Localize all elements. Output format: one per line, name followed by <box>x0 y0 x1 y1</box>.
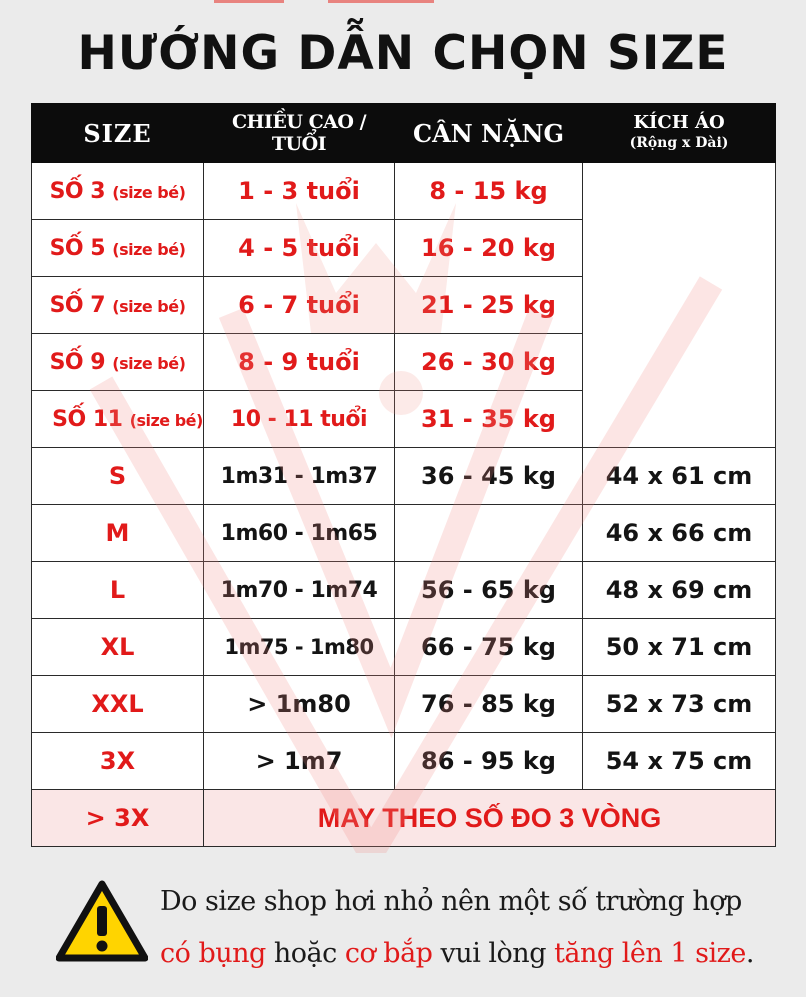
shirt-cell: 52 x 73 cm <box>583 676 776 733</box>
size-cell: XXL <box>32 676 204 733</box>
weight-cell: 21 - 25 kg <box>395 277 583 334</box>
warning-icon <box>56 880 148 962</box>
notice-text-or: hoặc <box>265 938 345 969</box>
age-cell: 4 - 5 tuổi <box>204 220 395 277</box>
weight-cell: 66 - 75 kg <box>395 619 583 676</box>
size-cell: 3X <box>32 733 204 790</box>
height-cell: 1m31 - 1m37 <box>204 448 395 505</box>
notice-box <box>56 876 776 981</box>
header-size: SIZE <box>32 104 204 163</box>
weight-cell: 36 - 45 kg <box>395 448 583 505</box>
top-mark-left <box>214 0 284 3</box>
notice-text-please: vui lòng <box>432 938 555 969</box>
weight-cell: 16 - 20 kg <box>395 220 583 277</box>
weight-cell: 26 - 30 kg <box>395 334 583 391</box>
age-cell: 10 - 11 tuổi <box>204 391 395 448</box>
size-cell <box>32 277 204 334</box>
size-cell <box>32 220 204 277</box>
size-label: SỐ 7 <box>49 292 106 318</box>
size-label: SỐ 11 <box>52 406 123 432</box>
size-note: (size bé) <box>129 410 203 430</box>
notice-line-2 <box>160 928 780 980</box>
shirt-cell: 46 x 66 cm <box>583 505 776 562</box>
custom-measure-cell: MAY THEO SỐ ĐO 3 VÒNG <box>204 790 776 847</box>
header-shirt <box>583 104 776 163</box>
notice-highlight-muscle: cơ bắp <box>344 938 433 969</box>
size-label: SỐ 9 <box>49 349 106 375</box>
page-title: HƯỚNG DẪN CHỌN SIZE <box>77 26 729 81</box>
weight-cell: 86 - 95 kg <box>395 733 583 790</box>
header-weight: CÂN NẶNG <box>395 104 583 163</box>
age-cell: 6 - 7 tuổi <box>204 277 395 334</box>
size-cell <box>32 163 204 220</box>
size-note: (size bé) <box>112 182 186 202</box>
shirt-cell-empty <box>583 163 776 448</box>
size-cell: > 3X <box>32 790 204 847</box>
weight-cell: 56 - 65 kg <box>395 562 583 619</box>
table-row <box>32 562 776 619</box>
table-row <box>32 448 776 505</box>
weight-cell: 8 - 15 kg <box>395 163 583 220</box>
weight-cell <box>395 505 583 562</box>
notice-line-1: Do size shop hơi nhỏ nên một số trường hợp <box>160 886 742 917</box>
size-cell: L <box>32 562 204 619</box>
size-label: SỐ 5 <box>49 235 106 261</box>
table-row <box>32 733 776 790</box>
shirt-cell: 54 x 75 cm <box>583 733 776 790</box>
table-row-custom <box>32 790 776 847</box>
header-height-age: CHIỀU CAO / TUỔI <box>204 104 395 163</box>
size-cell: M <box>32 505 204 562</box>
size-cell <box>32 391 204 448</box>
height-cell: 1m60 - 1m65 <box>204 505 395 562</box>
size-note: (size bé) <box>112 296 186 316</box>
size-cell: S <box>32 448 204 505</box>
size-cell <box>32 334 204 391</box>
size-note: (size bé) <box>112 353 186 373</box>
notice-highlight-belly: có bụng <box>160 938 266 969</box>
table-row <box>32 619 776 676</box>
age-cell: 8 - 9 tuổi <box>204 334 395 391</box>
table-row <box>32 505 776 562</box>
table-header-row <box>32 104 776 163</box>
shirt-cell: 44 x 61 cm <box>583 448 776 505</box>
height-cell: > 1m80 <box>204 676 395 733</box>
size-cell: XL <box>32 619 204 676</box>
notice-text-period: . <box>745 938 754 969</box>
table-row <box>32 676 776 733</box>
size-chart <box>31 103 775 857</box>
shirt-cell: 50 x 71 cm <box>583 619 776 676</box>
table-row <box>32 163 776 220</box>
header-shirt-sub: (Rộng x Dài) <box>629 135 729 151</box>
shirt-cell: 48 x 69 cm <box>583 562 776 619</box>
height-cell: 1m75 - 1m80 <box>204 619 395 676</box>
header-shirt-label: KÍCH ÁO <box>633 112 725 133</box>
height-cell: > 1m7 <box>204 733 395 790</box>
age-cell: 1 - 3 tuổi <box>204 163 395 220</box>
weight-cell: 31 - 35 kg <box>395 391 583 448</box>
weight-cell: 76 - 85 kg <box>395 676 583 733</box>
size-label: SỐ 3 <box>49 178 106 204</box>
size-table <box>31 103 776 847</box>
top-mark-right <box>328 0 434 3</box>
size-note: (size bé) <box>112 239 186 259</box>
notice-highlight-size-up: tăng lên 1 size <box>554 938 746 969</box>
height-cell: 1m70 - 1m74 <box>204 562 395 619</box>
notice-text <box>160 876 780 980</box>
